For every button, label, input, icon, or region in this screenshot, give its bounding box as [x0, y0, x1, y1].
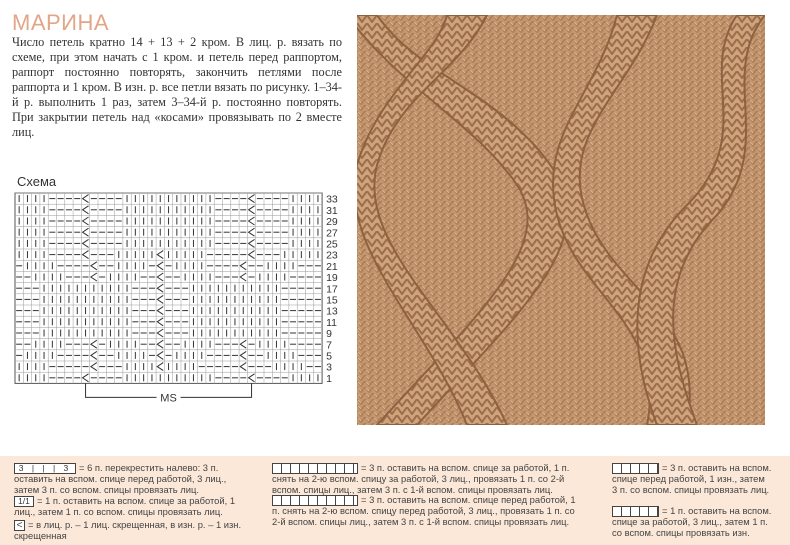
legend-text: = 1 п. оставить на вспом. спице за работой, 3 лиц., затем 1 п. со вспом. спицы провязать изн.: [612, 505, 772, 538]
legend-item-cable-3-1-front: [612, 463, 772, 495]
legend-item-cable-7-front: [272, 495, 584, 527]
cable-6-left-symbol-icon: 3 | | | 3: [14, 463, 76, 474]
legend-item-cross-1-1: [14, 496, 254, 518]
row-number: 31: [326, 204, 338, 217]
legend-item-cable-7-back: [272, 463, 584, 495]
row-number: 23: [326, 249, 338, 262]
legend-item-cable-6-left: [14, 463, 244, 495]
pattern-description: Число петель кратно 14 + 13 + 2 кром. В лиц. р. вязать по схеме, при этом начать с 1 кром. и петель перед раппортом, раппорт постоянно повторять, закончить петлями после раппорта и 1 кром. В изн. р. все петли вязать по рисунку. 1–34-й р. выполнить 1 раз, затем 3–34-й р. постоянно повторять. При закрытии петель над «косами» провязывать по 2 вместе лиц.: [12, 35, 342, 139]
knitted-sample-photo: [357, 15, 765, 425]
legend-text: = в лиц. р. – 1 лиц. скрещенная, в изн. р. – 1 изн. скрещенная: [14, 519, 242, 542]
legend-text: = 3 п. оставить на вспом. спице перед работой, 1 п. снять на 2-ю вспом. спицу перед работой, 3 лиц., провязать 1 п. со 2-й вспом. спицы лиц., затем 3 п. с 1-й вспом. спицы провязать лиц.: [272, 494, 576, 527]
row-number: 9: [326, 328, 332, 341]
legend-text: = 1 п. оставить на вспом. спице за работой, 1 лиц., затем 1 п. со вспом. спицы провязать лиц.: [14, 495, 236, 518]
row-number: 15: [326, 294, 338, 307]
cable-knit-image: [357, 15, 765, 425]
row-number: 21: [326, 260, 338, 273]
repeat-label: MS: [160, 392, 177, 405]
cross-1-1-symbol-icon: 1/1: [14, 496, 34, 507]
row-number: 3: [326, 361, 332, 374]
legend-item-twisted-stitch: [14, 520, 254, 542]
twisted-stitch-symbol-icon: <: [14, 520, 25, 531]
legend-panel: [0, 456, 790, 545]
row-number: 25: [326, 238, 338, 251]
row-number: 1: [326, 372, 332, 385]
pattern-title: МАРИНА: [12, 10, 110, 35]
scheme-label: Схема: [17, 174, 57, 189]
row-number: 11: [326, 316, 338, 329]
row-number: 27: [326, 227, 338, 240]
row-number: 33: [326, 193, 338, 206]
row-number: 17: [326, 283, 338, 296]
row-number: 13: [326, 305, 338, 318]
legend-text: = 3 п. оставить на вспом. спице перед работой, 1 изн., затем 3 п. со вспом. спицы провязать лиц.: [612, 462, 772, 495]
row-number: 19: [326, 272, 338, 285]
legend-text: = 3 п. оставить на вспом. спице за работой, 1 п. снять на 2-ю вспом. спицу за работой, 3 лиц., провязать 1 п. со 2-й вспом. спицы лиц., затем 3 п. с 1-й вспом. спицы провязать лиц.: [272, 462, 570, 495]
knitting-chart: [10, 188, 350, 408]
row-number: 5: [326, 350, 332, 363]
legend-item-cable-3-1-back: [612, 506, 772, 538]
row-number: 29: [326, 216, 338, 229]
legend-text: = 6 п. перекрестить налево: 3 п. оставить на вспом. спице перед работой, 3 лиц., затем 3 п. со вспом. спицы провязать лиц.: [14, 462, 227, 495]
row-number: 7: [326, 339, 332, 352]
